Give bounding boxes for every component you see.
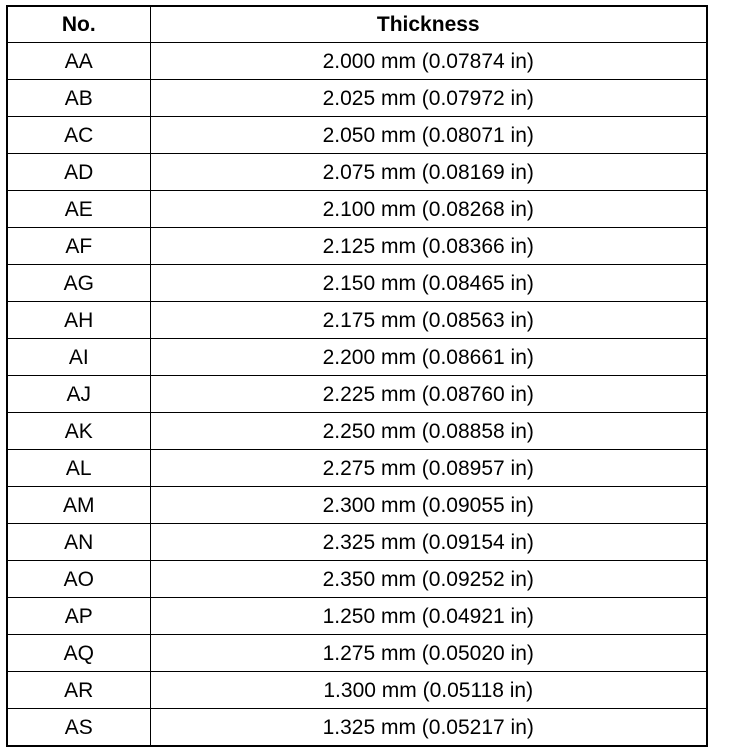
column-header-thickness: Thickness bbox=[150, 6, 707, 43]
cell-no: AE bbox=[7, 191, 150, 228]
table-row bbox=[7, 561, 707, 598]
cell-thickness: 1.275 mm (0.05020 in) bbox=[150, 635, 707, 672]
table-row bbox=[7, 413, 707, 450]
table-row bbox=[7, 228, 707, 265]
cell-no: AD bbox=[7, 154, 150, 191]
cell-thickness: 2.050 mm (0.08071 in) bbox=[150, 117, 707, 154]
cell-thickness: 2.000 mm (0.07874 in) bbox=[150, 43, 707, 80]
cell-no: AS bbox=[7, 709, 150, 747]
cell-thickness: 2.250 mm (0.08858 in) bbox=[150, 413, 707, 450]
table-row bbox=[7, 487, 707, 524]
table-body bbox=[7, 43, 707, 747]
thickness-table bbox=[6, 5, 708, 747]
table-row bbox=[7, 450, 707, 487]
cell-no: AP bbox=[7, 598, 150, 635]
table-row bbox=[7, 265, 707, 302]
cell-thickness: 2.225 mm (0.08760 in) bbox=[150, 376, 707, 413]
cell-thickness: 1.325 mm (0.05217 in) bbox=[150, 709, 707, 747]
cell-no: AA bbox=[7, 43, 150, 80]
cell-no: AL bbox=[7, 450, 150, 487]
table-row bbox=[7, 302, 707, 339]
cell-thickness: 2.125 mm (0.08366 in) bbox=[150, 228, 707, 265]
cell-no: AN bbox=[7, 524, 150, 561]
table-row bbox=[7, 154, 707, 191]
cell-no: AC bbox=[7, 117, 150, 154]
table-row bbox=[7, 117, 707, 154]
cell-no: AM bbox=[7, 487, 150, 524]
table-row bbox=[7, 709, 707, 747]
table-row bbox=[7, 376, 707, 413]
cell-no: AG bbox=[7, 265, 150, 302]
table-row bbox=[7, 43, 707, 80]
cell-thickness: 2.075 mm (0.08169 in) bbox=[150, 154, 707, 191]
cell-no: AO bbox=[7, 561, 150, 598]
cell-no: AH bbox=[7, 302, 150, 339]
cell-thickness: 2.325 mm (0.09154 in) bbox=[150, 524, 707, 561]
cell-thickness: 2.175 mm (0.08563 in) bbox=[150, 302, 707, 339]
table-row bbox=[7, 339, 707, 376]
cell-no: AJ bbox=[7, 376, 150, 413]
table-row bbox=[7, 598, 707, 635]
cell-thickness: 1.300 mm (0.05118 in) bbox=[150, 672, 707, 709]
column-header-no: No. bbox=[7, 6, 150, 43]
cell-no: AI bbox=[7, 339, 150, 376]
cell-thickness: 1.250 mm (0.04921 in) bbox=[150, 598, 707, 635]
cell-thickness: 2.150 mm (0.08465 in) bbox=[150, 265, 707, 302]
cell-no: AK bbox=[7, 413, 150, 450]
cell-no: AR bbox=[7, 672, 150, 709]
cell-thickness: 2.350 mm (0.09252 in) bbox=[150, 561, 707, 598]
cell-no: AB bbox=[7, 80, 150, 117]
table-header-row bbox=[7, 6, 707, 43]
cell-thickness: 2.300 mm (0.09055 in) bbox=[150, 487, 707, 524]
cell-thickness: 2.025 mm (0.07972 in) bbox=[150, 80, 707, 117]
table-row bbox=[7, 80, 707, 117]
cell-no: AQ bbox=[7, 635, 150, 672]
table-row bbox=[7, 635, 707, 672]
cell-thickness: 2.200 mm (0.08661 in) bbox=[150, 339, 707, 376]
cell-thickness: 2.100 mm (0.08268 in) bbox=[150, 191, 707, 228]
table-row bbox=[7, 524, 707, 561]
table-row bbox=[7, 672, 707, 709]
cell-no: AF bbox=[7, 228, 150, 265]
cell-thickness: 2.275 mm (0.08957 in) bbox=[150, 450, 707, 487]
table-row bbox=[7, 191, 707, 228]
